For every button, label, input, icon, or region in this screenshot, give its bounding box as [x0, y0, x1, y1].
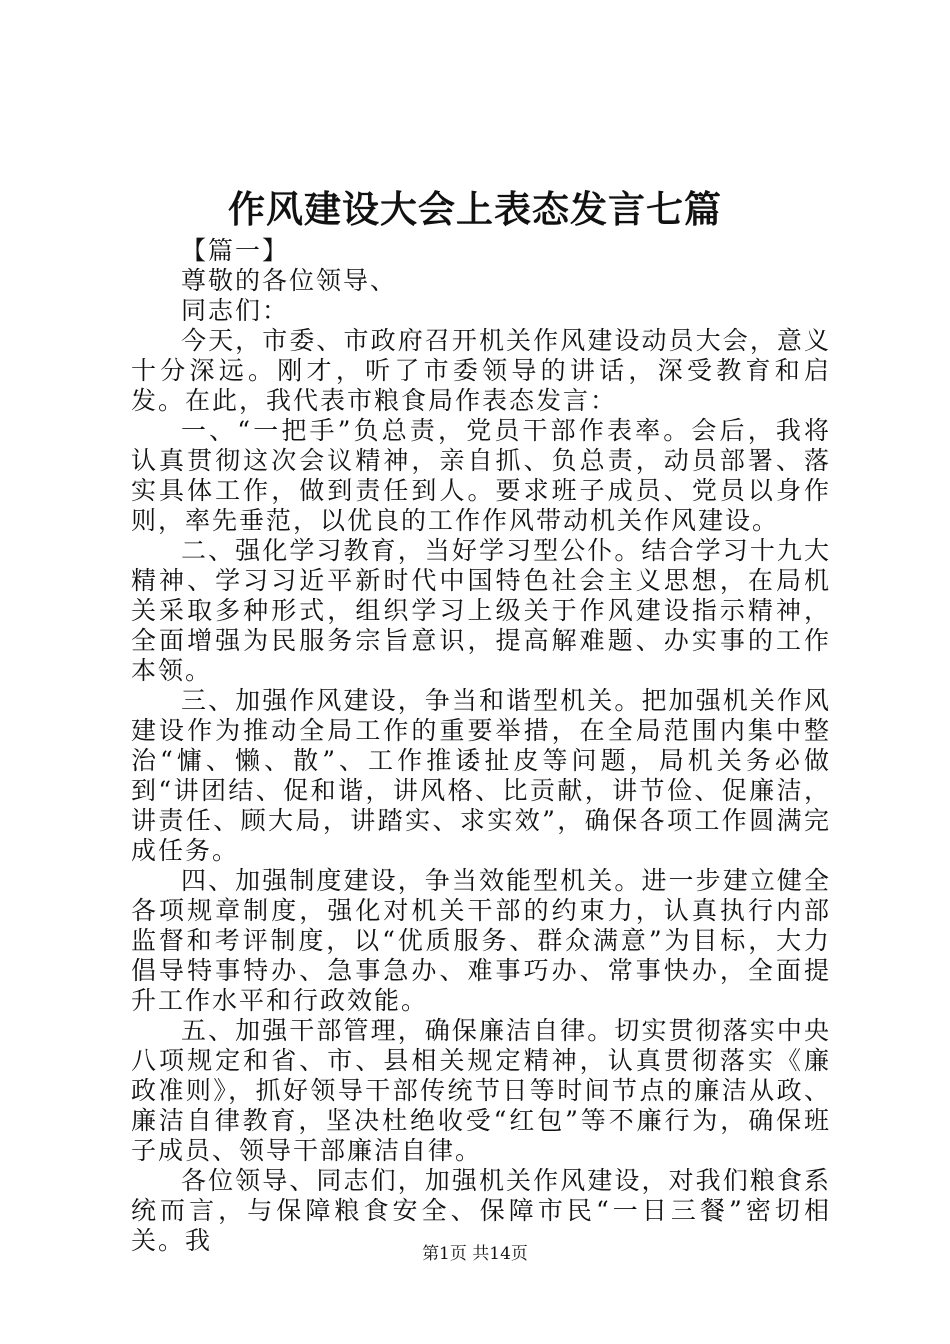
document-title: 作风建设大会上表态发言七篇 [228, 187, 722, 231]
document-body [131, 236, 831, 1256]
paragraph-point-5: 五、加强干部管理，确保廉洁自律。切实贯彻落实中央八项规定和省、市、县相关规定精神，认真贯彻落实《廉政准则》，抓好领导干部传统节日等时间节点的廉洁从政、廉洁自律教育，坚决杜绝收受“红包”等不廉行为，确保班子成员、领导干部廉洁自律。 [131, 1016, 831, 1165]
salutation-line-2: 同志们： [181, 296, 290, 325]
paragraph-point-1: 一、“一把手”负总责，党员干部作表率。会后，我将认真贯彻这次会议精神，亲自抓、负总责，动员部署、落实具体工作，做到责任到人。要求班子成员、党员以身作则，率先垂范，以优良的工作作风带动机关作风建设。 [131, 416, 831, 535]
paragraph-point-4: 四、加强制度建设，争当效能型机关。进一步建立健全各项规章制度，强化对机关干部的约束力，认真执行内部监督和考评制度，以“优质服务、群众满意”为目标，大力倡导特事特办、急事急办、难事巧办、常事快办，全面提升工作水平和行政效能。 [131, 866, 831, 1015]
page-number-footer: 第1页 共14页 [422, 1244, 528, 1264]
paragraph-point-2: 二、强化学习教育，当好学习型公仆。结合学习十九大精神、学习习近平新时代中国特色社会主义思想，在局机关采取多种形式，组织学习上级关于作风建设指示精神，全面增强为民服务宗旨意识，提高解难题、办实事的工作本领。 [131, 536, 831, 685]
paragraph-closing: 各位领导、同志们，加强机关作风建设，对我们粮食系统而言，与保障粮食安全、保障市民“一日三餐”密切相关。我 [131, 1166, 831, 1255]
paragraph-intro: 今天，市委、市政府召开机关作风建设动员大会，意义十分深远。刚才，听了市委领导的讲话，深受教育和启发。在此，我代表市粮食局作表态发言： [131, 326, 831, 415]
paragraph-point-3: 三、加强作风建设，争当和谐型机关。把加强机关作风建设作为推动全局工作的重要举措，在全局范围内集中整治“慵、懒、散”、工作推诿扯皮等问题，局机关务必做到“讲团结、促和谐，讲风格、比贡献，讲节俭、促廉洁，讲责任、顾大局，讲踏实、求实效”，确保各项工作圆满完成任务。 [131, 686, 831, 865]
salutation-line-1: 尊敬的各位领导、 [181, 266, 398, 295]
section-heading: 【篇一】 [181, 236, 290, 265]
